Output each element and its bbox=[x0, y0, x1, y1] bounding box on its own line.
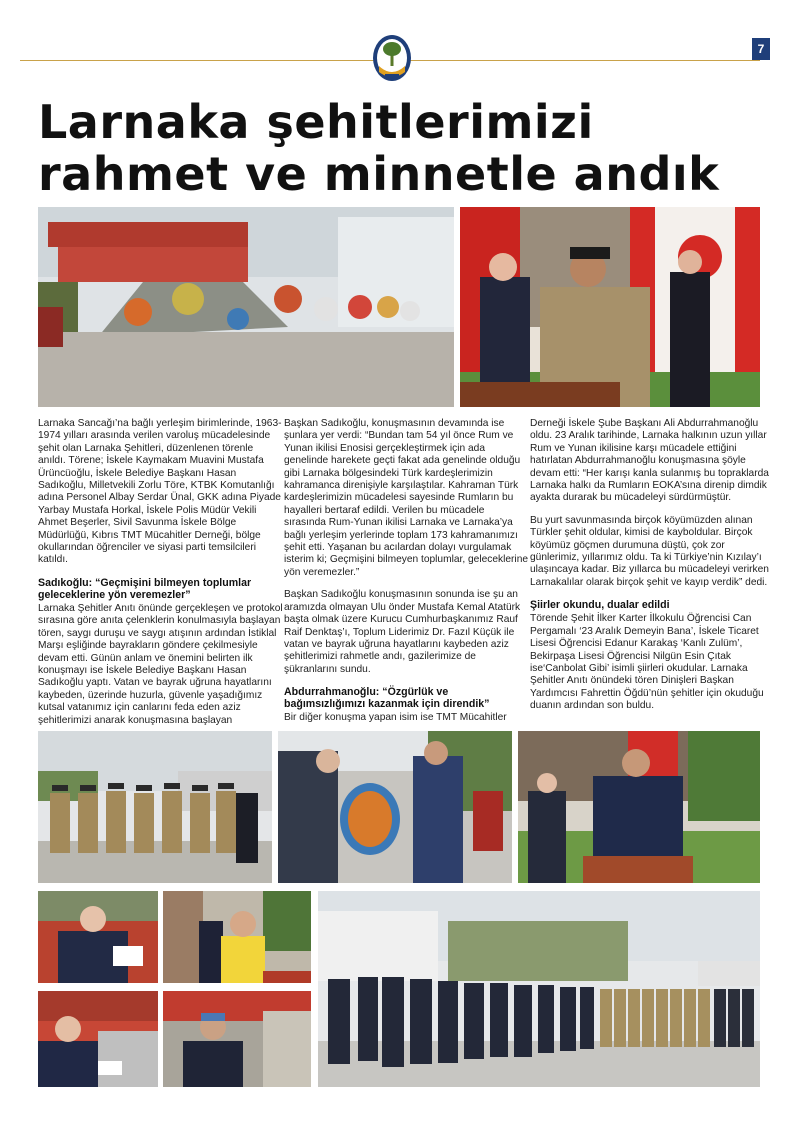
paragraph: Başkan Sadıkoğlu konuşmasının sonunda ise şu an aramızda olmayan Ulu önder Mustafa Kemal Atatürk başta olmak üzere Kurucu Cumhurbaşkanımız Rauf Raif Denktaş’ı, Toplum Liderimiz Dr. Fazıl Küçük ile vatan ve bayrak uğruna hayatlarını kaybeden aziz şehitlerimizi rahmetle andı, gazilerimize de şükranlarını sundu. bbox=[284, 589, 521, 675]
wreath-placing-photo bbox=[278, 731, 512, 883]
article-column-2 bbox=[284, 418, 529, 735]
veteran-salute-photo bbox=[460, 207, 760, 407]
paragraph: Larnaka Şehitler Anıtı önünde gerçekleşen ve protokol sırasına göre anıta çelenklerin konulmasıyla başlayan tören, saygı duruşu ve saygı atışının ardından İstiklal Marşı eşliğinde bayrakların göndere çekilmesiyle devam etti. Günün anlam ve önemini belirten ilk konuşmayı ise İskele Belediye Başkanı Hasan Sadıkoğlu yaptı. Vatan ve bayrak uğruna hayatlarını kaybeden, üzerinde huzurla, güvenle yaşadığımız kutsal vatanımız için canlarını feda eden aziz şehitlerimizi anarak konuşmasına başlayan bbox=[38, 602, 283, 726]
subheading: Sadıkoğlu: “Geçmişini bilmeyen toplumlar geleceklerine yön veremezler” bbox=[38, 576, 252, 601]
prayer-speaker-photo bbox=[163, 991, 311, 1087]
student-reading-poem-photo bbox=[38, 891, 158, 983]
paragraph: Larnaka Sancağı’na bağlı yerleşim birimlerinde, 1963-1974 yılları arasında verilen varoluş mücadelesinde şehit olan Larnaka Şehitleri, düzenlenen törenle anıldı. Törene; İskele Kaymakam Muavini Mustafa Ürüncüoğlu, İskele Belediye Başkanı Hasan Sadıkoğlu, Milletvekili Zorlu Töre, KTBK Komutanlığı adına Personel Albay Serdar Ünal, GKK adına Piyade Yarbay Mustafa Horkal, İskele Polis Müdür Vekili Ahmet Beşerler, Sivil Savunma İskele Bölge Müdürlüğü, Kıbrıs TMT Mücahitler Derneği, bölge okullarından öğrenciler ve siyasi parti temsilcileri katıldı. bbox=[38, 418, 282, 566]
paragraph: Bu yurt savunmasında birçok köyümüzden alınan Türkler şehit oldular, kimisi de kayboldular. Birçok köyümüz göçmen durumuna düştü, çok zor günlerimiz, yıllarımız oldu. Ta ki Türkiye’nin Kızılay’ı ulaşıncaya kadar. Biz yıllarca bu mücadeleyi verirken Larnakalılar olarak birçok şehit ve kayıp verdik” dedi. bbox=[530, 514, 769, 588]
article-column-3 bbox=[530, 418, 775, 723]
paragraph: Başkan Sadıkoğlu, konuşmasının devamında ise şunlara yer verdi: “Bundan tam 54 yıl önce Rum ve Yunan ikilisi Enosisi gerçekleştirmek için ada genelinde harekete geçti fakat ada genelinde olduğu gibi Larnaka bölgesindeki Türk kardeşlerimizin kahramanca direnişiyle karşılaştılar. Kahraman Türk kardeşlerimizin mücadelesi sayesinde Rumların bu hayalleri bertaraf edildi. Verilen bu mücadele sırasında Rum-Yunan ikilisi Larnaka ve Larnaka’ya bağlı yerleşim yerlerinde toplam 173 kahramanımızı şehit etti. Yaşanan bu acılardan dolayı vurgulamak isterim ki; Geçmişini bilmeyen toplumlar, geleceklerine yön veremezler.” bbox=[284, 418, 529, 578]
paragraph: Derneği İskele Şube Başkanı Ali Abdurrahmanoğlu oldu. 23 Aralık tarihinde, Larnaka halkının uzun yıllar Rum ve Yunan ikilisine karşı mücadele ettiğini hatırlatan Abdurrahmanoğlu konuşmasına şöyle devam etti: “Her karışı kanla sulanmış bu topraklarda Larnaka halkı da Rumların EOKA’sına direnip dimdik ayakta durarak bu mücadeleyi sürdürmüştür. bbox=[530, 418, 769, 504]
article-title: Larnaka şehitlerimizi rahmet ve minnetle andık bbox=[38, 95, 720, 201]
monument-wreaths-photo bbox=[38, 207, 454, 407]
municipality-logo bbox=[372, 34, 412, 86]
paragraph: Bir diğer konuşma yapan isim ise TMT Mücahitler bbox=[284, 712, 507, 724]
student-yellow-shirt-photo bbox=[163, 891, 311, 983]
paragraph: Törende Şehit İlker Karter İlkokulu Öğrencisi Can Pergamalı ‘23 Aralık Demeyin Bana’, İskele Ticaret Lisesi Öğrencisi Edanur Karakaş ‘Kanlı Zulüm’, Bekirpaşa Lisesi Öğrencisi Nilgün Esin Çıtak ise‘Canbolat Gibi’ isimli şiirleri okudular. Larnaka Şehitler Anıtı önündeki tören Dinişleri Başkan Yardımcısı Fahrettin Öğdü’nün şehitler için okuduğu duanın ardından son buldu. bbox=[530, 613, 764, 712]
speaker-podium-photo bbox=[518, 731, 760, 883]
page-number: 7 bbox=[752, 38, 770, 60]
group-ceremony-photo bbox=[318, 891, 760, 1087]
girl-reading-photo bbox=[38, 991, 158, 1087]
subheading: Abdurrahmanoğlu: “Özgürlük ve bağımsızlığımızı kazanmak için direndik” bbox=[284, 686, 490, 711]
soldiers-salute-photo bbox=[38, 731, 272, 883]
subheading: Şiirler okundu, dualar edildi bbox=[530, 599, 670, 612]
article-column-1 bbox=[38, 418, 283, 737]
